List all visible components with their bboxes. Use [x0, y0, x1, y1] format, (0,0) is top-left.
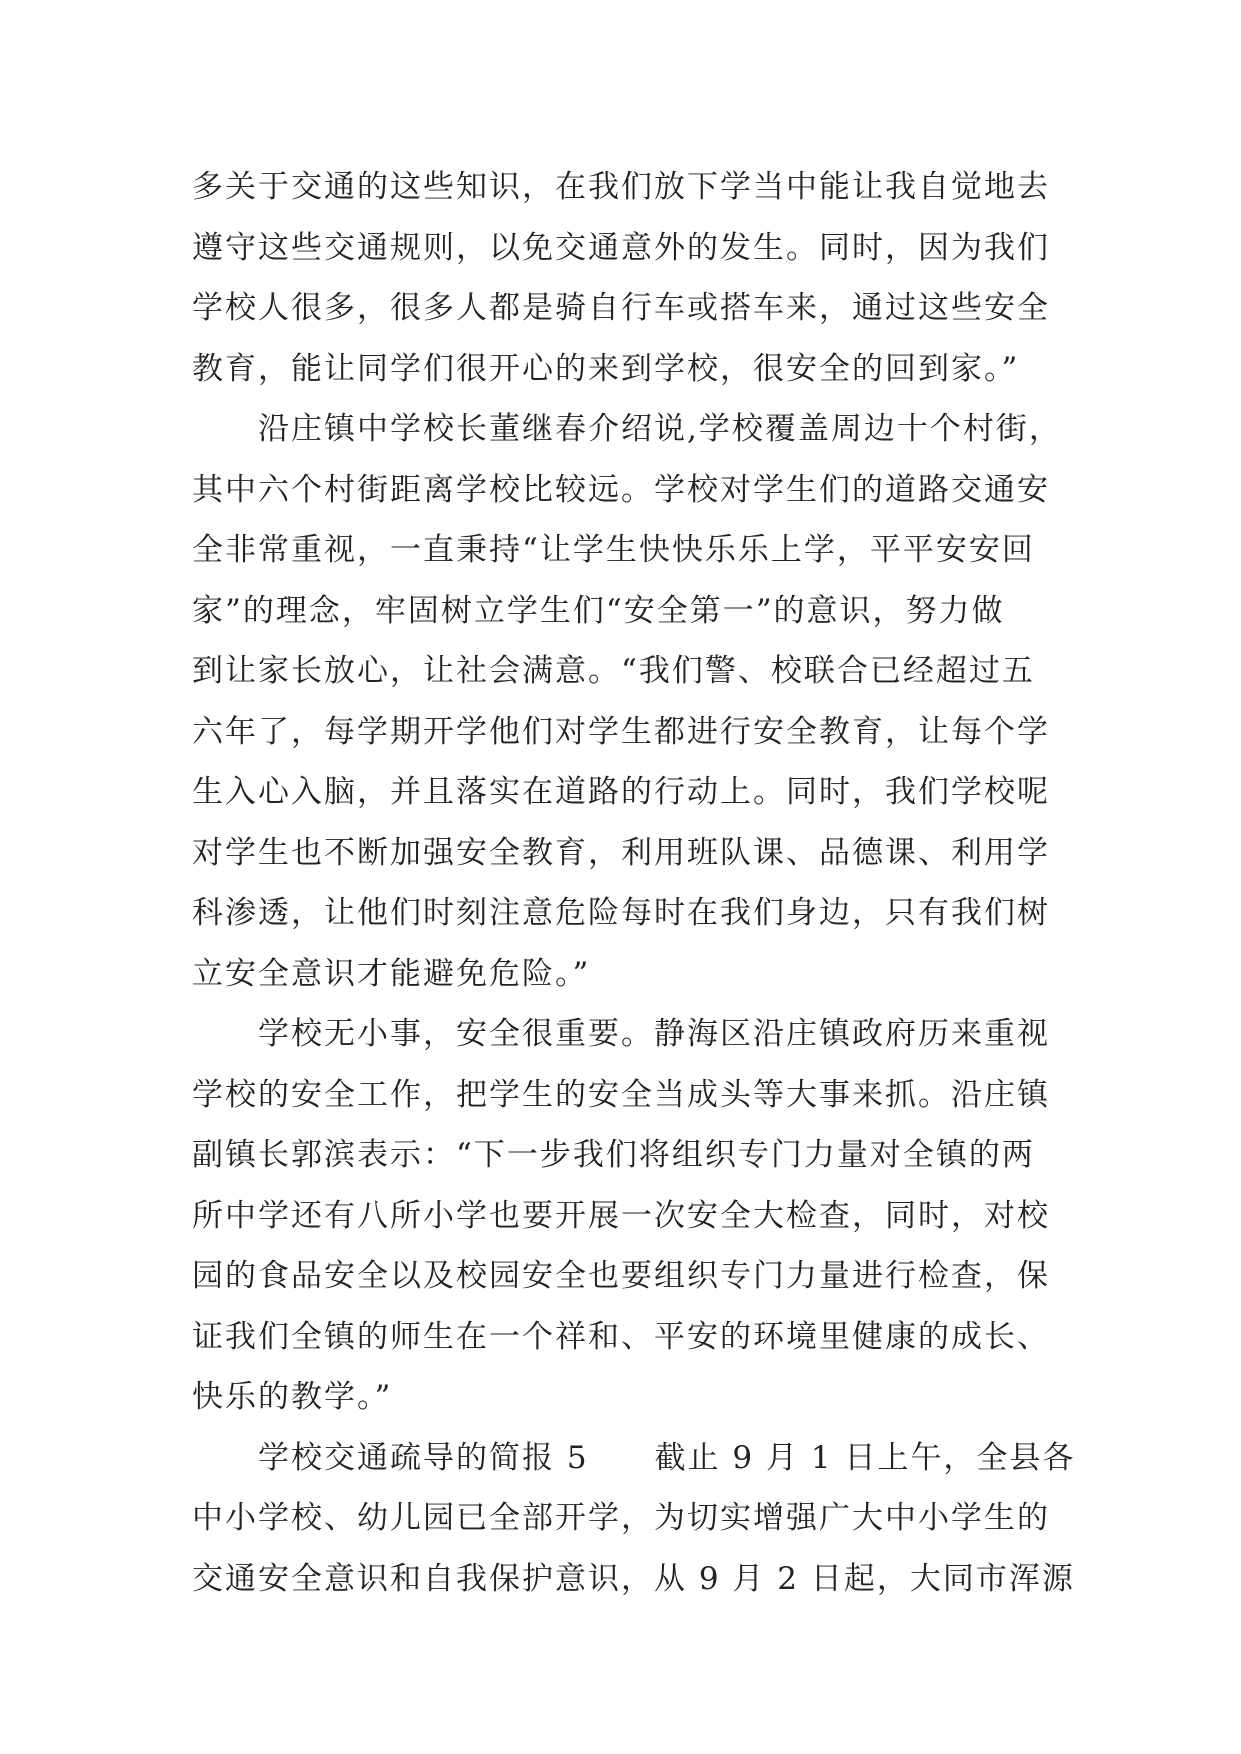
text-line: 全非常重视，一直秉持“让学生快快乐乐上学，平平安安回 — [192, 532, 1035, 568]
text-line: 所中学还有八所小学也要开展一次安全大检查，同时，对校 — [192, 1197, 1050, 1234]
text-line: 其中六个村街距离学校比较远。学校对学生们的道路交通安 — [192, 471, 1050, 508]
text-line: 中小学校、幼儿园已全部开学，为切实增强广大中小学生的 — [192, 1500, 1050, 1536]
text-line: 生入心入脑，并且落实在道路的行动上。同时，我们学校呢 — [192, 774, 1050, 810]
text-line: 遵守这些交通规则，以免交通意外的发生。同时，因为我们 — [192, 229, 1050, 266]
text-line: 学校的安全工作，把学生的安全当成头等大事来抓。沿庄镇 — [192, 1076, 1050, 1113]
text-line: 家”的理念，牢固树立学生们“安全第一”的意识，努力做 — [192, 592, 1005, 629]
text-line: 副镇长郭滨表示：“下一步我们将组织专门力量对全镇的两 — [192, 1137, 1035, 1173]
text-line: 园的食品安全以及校园安全也要组织专门力量进行检查，保 — [192, 1258, 1050, 1294]
text-line: 学校人很多，很多人都是骑自行车或搭车来，通过这些安全 — [192, 290, 1050, 326]
text-line: 证我们全镇的师生在一个祥和、平安的环境里健康的成长、 — [192, 1318, 1050, 1355]
text-line: 多关于交通的这些知识，在我们放下学当中能让我自觉地去 — [192, 169, 1050, 205]
text-line: 到让家长放心，让社会满意。“我们警、校联合已经超过五 — [192, 653, 1035, 689]
text-line: 科渗透，让他们时刻注意危险每时在我们身边，只有我们树 — [192, 895, 1050, 931]
text-line: 教育，能让同学们很开心的来到学校，很安全的回到家。” — [192, 350, 1020, 387]
text-line: 六年了，每学期开学他们对学生都进行安全教育，让每个学 — [192, 713, 1050, 750]
text-line: 快乐的教学。” — [192, 1379, 393, 1415]
text-line: 学校交通疏导的简报 5 截止 9 月 1 日上午，全县各 — [192, 1439, 1076, 1476]
body-text — [192, 157, 1076, 1609]
text-line: 学校无小事，安全很重要。静海区沿庄镇政府历来重视 — [192, 1016, 1050, 1052]
text-line: 沿庄镇中学校长董继春介绍说,学校覆盖周边十个村街， — [192, 411, 1062, 447]
text-line: 交通安全意识和自我保护意识，从 9 月 2 日起，大同市浑源 — [192, 1560, 1075, 1597]
text-line: 立安全意识才能避免危险。” — [192, 955, 591, 992]
text-line: 对学生也不断加强安全教育，利用班队课、品德课、利用学 — [192, 834, 1050, 871]
